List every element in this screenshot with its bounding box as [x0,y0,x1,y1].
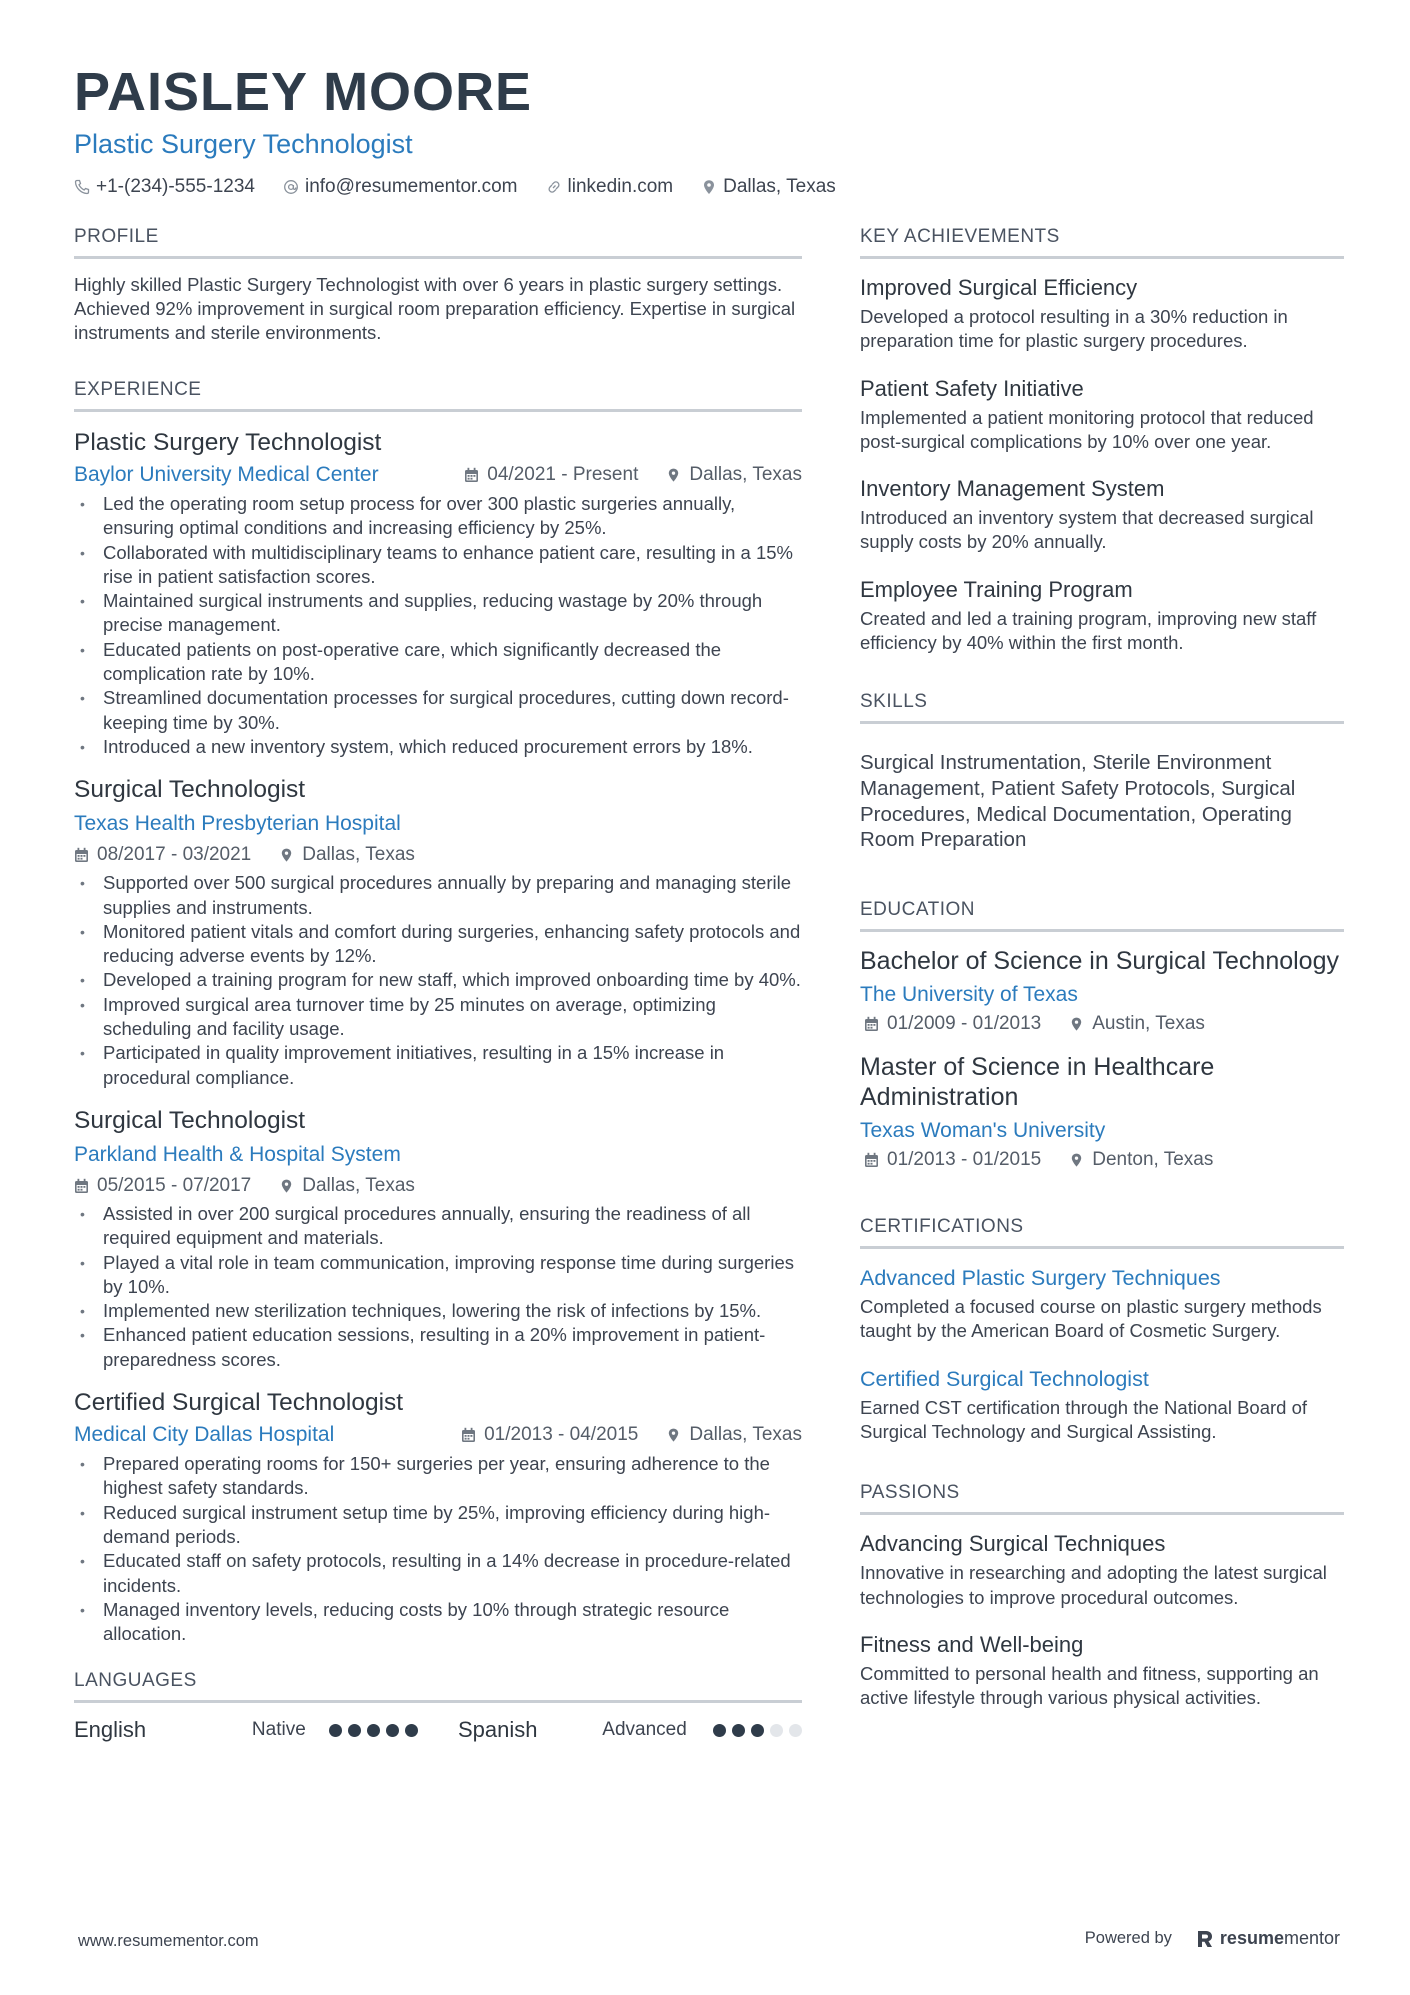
education-degree: Bachelor of Science in Surgical Technology [860,947,1339,976]
map-pin-icon [1069,1016,1084,1032]
education-school: Texas Woman's University [860,1119,1106,1143]
language-name: Spanish [458,1717,538,1743]
job-dates [74,841,251,869]
job-dates [74,1172,251,1200]
rating-dot [348,1724,361,1737]
job-bullet: • Managed inventory levels, reducing costs by 10% through strategic resource allocation. [74,1598,802,1647]
job-location [666,1420,802,1450]
achievement-title: Employee Training Program [860,576,1133,602]
education-location [1069,1146,1213,1174]
job-meta [461,1420,802,1450]
job-bullet: • Assisted in over 200 surgical procedures annually, ensuring the readiness of all required equipment and materials. [74,1202,802,1251]
language-rating [713,1724,802,1737]
map-pin-icon [1069,1152,1084,1168]
job-dates-text: 01/2013 - 04/2015 [484,1424,639,1446]
job-bullet: • Educated staff on safety protocols, resulting in a 14% decrease in procedure-related incidents. [74,1549,802,1598]
job-entry [74,426,802,759]
certification-item [860,1364,1344,1445]
job-bullet: • Collaborated with multidisciplinary teams to enhance patient care, resulting in a 15% rise in patient satisfaction scores. [74,541,802,590]
map-pin-icon [666,467,681,483]
achievements-heading: KEY ACHIEVEMENTS [860,226,1344,259]
phone-icon [74,179,90,195]
job-entry [74,1104,802,1372]
achievement-item [860,273,1344,354]
education-dates-text: 01/2013 - 01/2015 [887,1149,1042,1171]
map-pin-icon [279,1178,294,1194]
job-location [279,841,415,869]
job-title: Surgical Technologist [74,776,306,804]
job-company: Baylor University Medical Center [74,463,379,486]
education-item [860,1052,1344,1174]
job-bullets [74,1452,802,1646]
contact-phone[interactable] [74,176,255,198]
candidate-name: PAISLEY MOORE [74,62,533,122]
passion-item [860,1630,1344,1711]
resumementor-logo-icon [1196,1929,1214,1949]
education-location [1069,1010,1205,1038]
job-bullet: • Enhanced patient education sessions, resulting in a 20% improvement in patient-preparedness scores. [74,1323,802,1372]
experience-heading: EXPERIENCE [74,379,802,412]
job-meta [464,460,802,490]
footer-website[interactable]: www.resumementor.com [78,1932,259,1950]
rating-dot [789,1724,802,1737]
education-meta [864,1010,1344,1038]
job-bullet: • Monitored patient vitals and comfort during surgeries, enhancing safety protocols and reducing adverse events by 12%. [74,920,802,969]
certification-desc: Completed a focused course on plastic surgery methods taught by the American Board of Cosmetic Surgery. [860,1296,1322,1342]
job-meta [74,841,802,869]
linkedin-text: linkedin.com [567,176,674,197]
calendar-icon [74,1178,89,1194]
rating-dot [732,1724,745,1737]
powered-by-label: Powered by [1084,1929,1172,1947]
job-title: Plastic Surgery Technologist [74,429,382,456]
passion-desc: Committed to personal health and fitness, supporting an active lifestyle through various physical activities. [860,1662,1319,1709]
contact-email[interactable] [283,176,518,198]
job-company: Parkland Health & Hospital System [74,1142,401,1166]
education-dates-text: 01/2009 - 01/2013 [887,1013,1042,1035]
job-location-text: Dallas, Texas [689,464,802,485]
profile-summary: Highly skilled Plastic Surgery Technologist with over 6 years in plastic surgery settings. Achieved 92% improvement in surgical room preparation efficiency. Expertise in surgical instruments and sterile environments. [74,274,796,343]
job-bullet: • Improved surgical area turnover time by 25 minutes on average, optimizing scheduling and facility usage. [74,993,802,1042]
passion-desc: Innovative in researching and adopting the latest surgical technologies to improve procedural outcomes. [860,1562,1327,1608]
languages-row [74,1717,802,1743]
job-bullet: • Educated patients on post-operative care, which significantly decreased the complication rate by 10%. [74,638,802,687]
job-bullet: • Participated in quality improvement initiatives, resulting in a 15% increase in procedural compliance. [74,1041,802,1090]
job-location-text: Dallas, Texas [302,1174,415,1196]
calendar-icon [461,1427,476,1443]
job-entry [74,1386,802,1646]
achievement-item [860,575,1344,656]
left-column [74,226,802,1743]
job-dates [464,460,638,490]
job-company-row [74,1420,802,1450]
contact-linkedin[interactable] [546,176,674,198]
job-entry [74,773,802,1090]
right-column [860,226,1344,1731]
rating-dot [329,1724,342,1737]
brand-logo[interactable] [1196,1928,1340,1949]
language-rating [329,1724,418,1737]
passions-heading: PASSIONS [860,1482,1344,1515]
achievement-title: Patient Safety Initiative [860,375,1084,401]
certification-title: Advanced Plastic Surgery Techniques [860,1266,1221,1291]
achievement-title: Inventory Management System [860,476,1165,502]
calendar-icon [464,467,479,483]
job-location-text: Dallas, Texas [689,1424,802,1446]
job-bullets [74,1202,802,1372]
education-location-text: Austin, Texas [1092,1013,1205,1035]
language-level: Advanced [602,1719,687,1741]
job-dates-text: 04/2021 - Present [487,464,639,485]
candidate-title: Plastic Surgery Technologist [74,129,413,159]
education-meta [864,1146,1344,1174]
location-text: Dallas, Texas [723,176,836,197]
map-pin-icon [666,1427,681,1443]
job-company: Texas Health Presbyterian Hospital [74,812,401,836]
job-bullet: • Streamlined documentation processes for surgical procedures, cutting down record-keeping time by 30%. [74,686,802,735]
job-bullet: • Played a vital role in team communication, improving response time during surgeries by 10%. [74,1251,802,1300]
link-icon [546,179,562,195]
contact-location [701,176,836,198]
certification-title: Certified Surgical Technologist [860,1366,1149,1391]
rating-dot [405,1724,418,1737]
job-bullets [74,492,802,759]
passion-item [860,1529,1344,1610]
education-heading: EDUCATION [860,899,1344,932]
job-company: Medical City Dallas Hospital [74,1423,335,1447]
education-dates [864,1010,1041,1038]
passion-title: Fitness and Well-being [860,1631,1084,1657]
certification-item [860,1263,1344,1344]
footer-branding [1085,1928,1340,1949]
map-pin-icon [279,847,294,863]
certifications-heading: CERTIFICATIONS [860,1216,1344,1249]
education-dates [864,1146,1041,1174]
language-name: English [74,1717,147,1743]
education-location-text: Denton, Texas [1092,1149,1214,1171]
job-location [666,460,802,490]
job-location-text: Dallas, Texas [302,844,415,866]
job-bullet: • Reduced surgical instrument setup time by 25%, improving efficiency during high-demand periods. [74,1501,802,1550]
achievement-desc: Developed a protocol resulting in a 30% reduction in preparation time for plastic surgery procedures. [860,306,1288,352]
job-company-row [74,460,802,490]
job-bullet: • Led the operating room setup process for over 300 plastic surgeries annually, ensuring optimal conditions and increasing efficiency by 25%. [74,492,802,541]
passion-title: Advancing Surgical Techniques [860,1531,1166,1557]
job-bullet: • Prepared operating rooms for 150+ surgeries per year, ensuring adherence to the highest safety standards. [74,1452,802,1501]
job-location [279,1172,415,1200]
achievement-desc: Implemented a patient monitoring protocol that reduced post-surgical complications by 10% over one year. [860,406,1314,452]
certification-desc: Earned CST certification through the National Board of Surgical Technology and Surgical Assisting. [860,1396,1307,1443]
calendar-icon [74,847,89,863]
rating-dot [751,1724,764,1737]
job-bullet: • Implemented new sterilization techniques, lowering the risk of infections by 15%. [74,1299,802,1323]
achievement-desc: Created and led a training program, improving new staff efficiency by 40% within the first month. [860,607,1317,654]
contact-bar [74,176,1334,198]
achievement-item [860,374,1344,455]
skills-list: Surgical Instrumentation, Sterile Environment Management, Patient Safety Protocols, Surgical Procedures, Medical Documentation, Operating Room Preparation [860,751,1296,852]
skills-heading: SKILLS [860,691,1344,724]
brand-name-light: mentor [1283,1928,1340,1948]
job-bullet: • Maintained surgical instruments and supplies, reducing wastage by 20% through precise management. [74,589,802,638]
job-bullet: • Developed a training program for new staff, which improved onboarding time by 40%. [74,968,802,992]
achievement-title: Improved Surgical Efficiency [860,275,1138,300]
phone-text: +1-(234)-555-1234 [96,176,255,197]
job-bullets [74,871,802,1090]
language-level: Native [251,1719,306,1741]
job-bullet: • Supported over 500 surgical procedures annually by preparing and managing sterile supplies and instruments. [74,871,802,920]
education-school: The University of Texas [860,983,1078,1007]
map-pin-icon [701,179,717,195]
education-degree: Master of Science in Healthcare Administration [860,1053,1215,1112]
calendar-icon [864,1152,879,1168]
profile-heading: PROFILE [74,226,802,259]
job-dates-text: 05/2015 - 07/2017 [97,1174,252,1196]
calendar-icon [864,1016,879,1032]
job-dates-text: 08/2017 - 03/2021 [97,844,252,866]
at-icon [283,179,299,195]
job-title: Certified Surgical Technologist [74,1389,404,1417]
rating-dot [367,1724,380,1737]
brand-name-bold: resume [1219,1928,1284,1948]
rating-dot [386,1724,399,1737]
resume-header [74,60,1334,198]
job-meta [74,1172,802,1200]
rating-dot [770,1724,783,1737]
rating-dot [713,1724,726,1737]
achievement-item [860,474,1344,555]
job-title: Surgical Technologist [74,1106,306,1134]
achievement-desc: Introduced an inventory system that decreased surgical supply costs by 20% annually. [860,507,1314,553]
job-bullet: • Introduced a new inventory system, which reduced procurement errors by 18%. [74,735,802,759]
job-dates [461,1420,638,1450]
email-text: info@resumementor.com [304,176,518,197]
languages-heading: LANGUAGES [74,1670,802,1703]
education-item [860,946,1344,1038]
